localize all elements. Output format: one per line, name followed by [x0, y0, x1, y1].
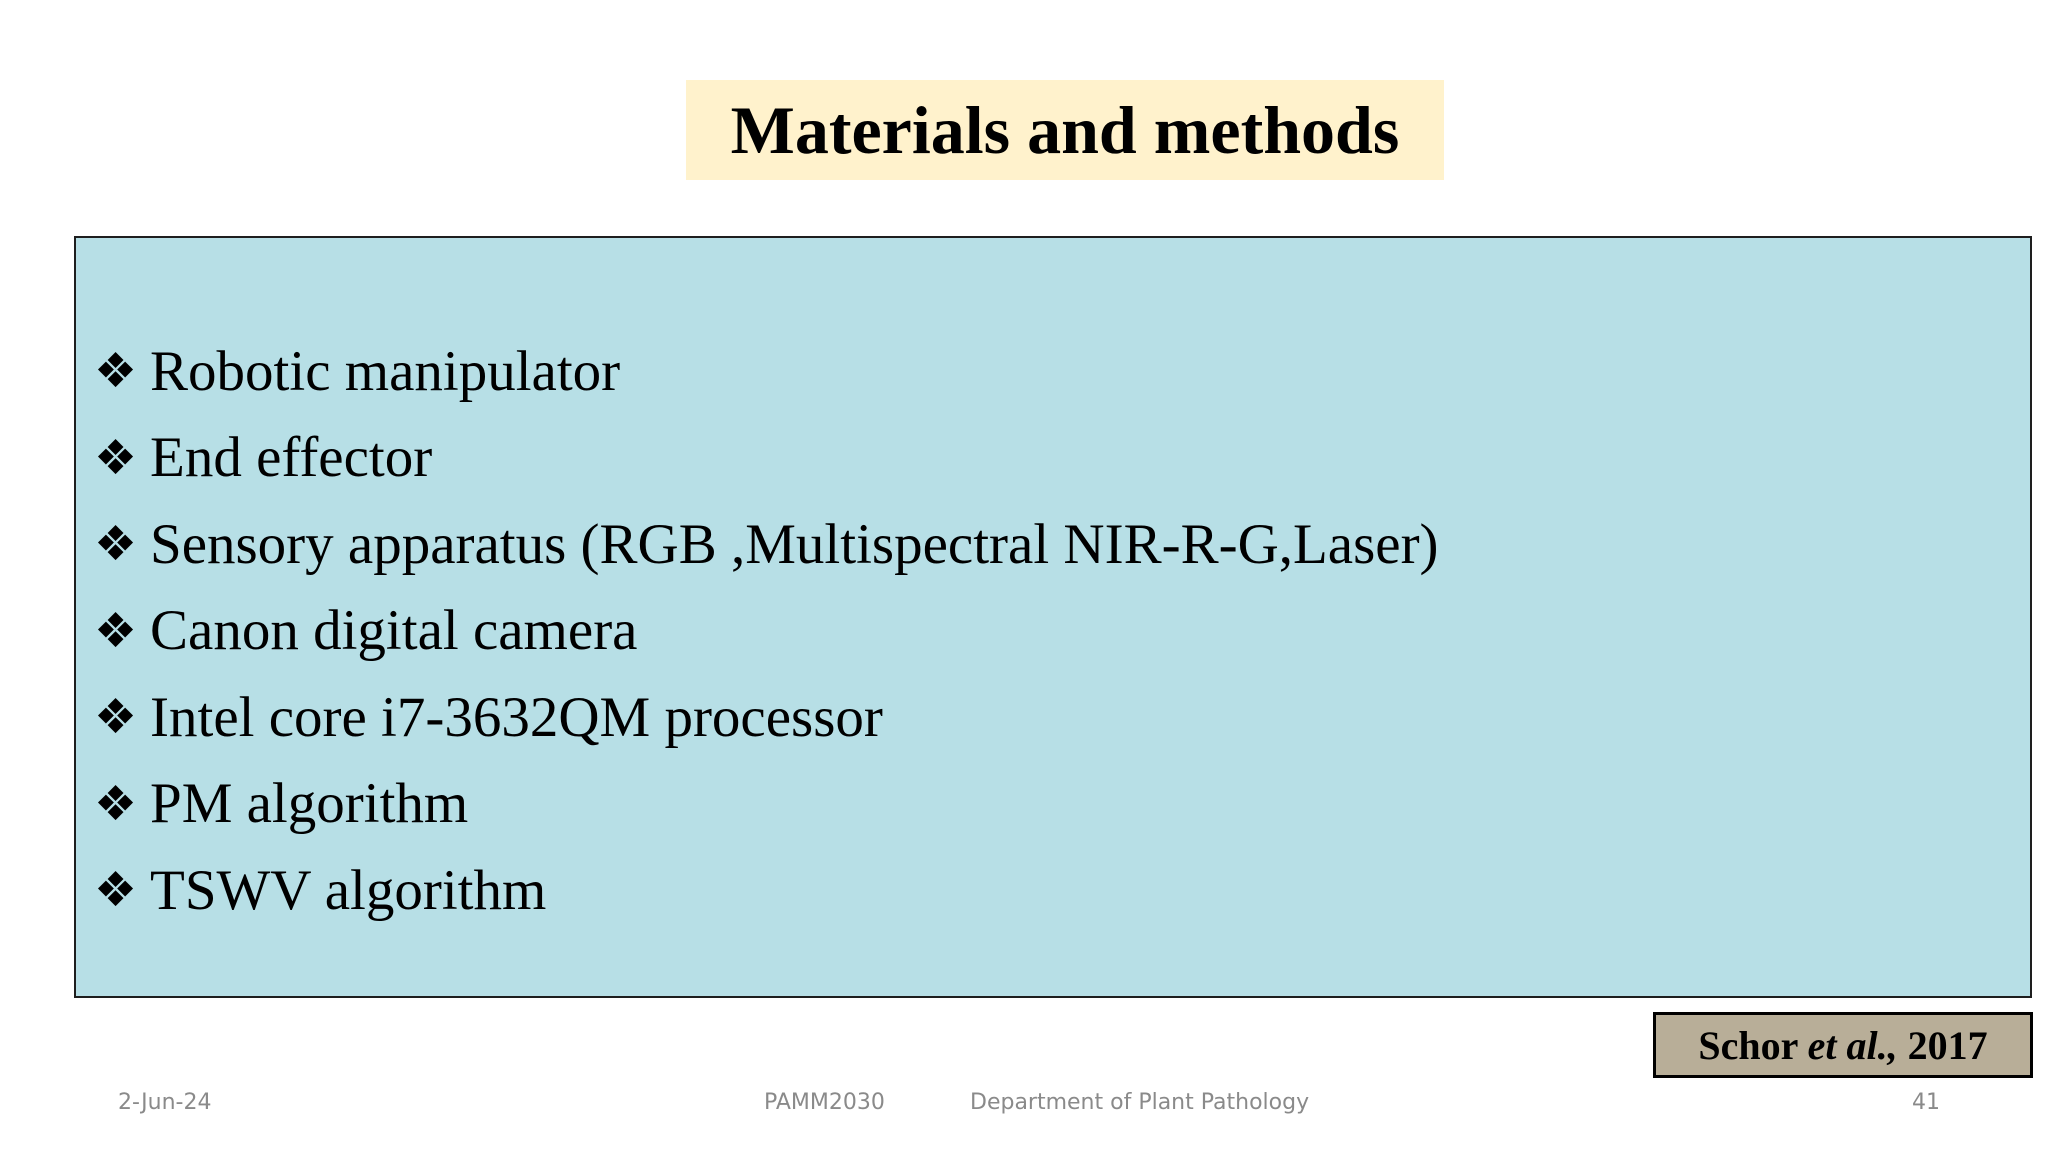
bullet-text: End effector [150, 426, 433, 490]
bullet-text: Canon digital camera [150, 599, 638, 663]
diamond-bullet-icon: ❖ [94, 429, 138, 486]
footer-date: 2-Jun-24 [118, 1090, 212, 1115]
diamond-bullet-icon: ❖ [94, 775, 138, 832]
bullet-item [94, 328, 1439, 415]
bullet-list [94, 328, 1439, 934]
slide-title-box [686, 80, 1444, 180]
citation-etal: et al., [1807, 1022, 1898, 1068]
citation-box [1653, 1012, 2033, 1078]
citation-author: Schor [1698, 1022, 1798, 1068]
citation-year: 2017 [1907, 1022, 1988, 1068]
bullet-item [94, 415, 1439, 502]
slide-title: Materials and methods [730, 91, 1400, 168]
diamond-bullet-icon: ❖ [94, 602, 138, 659]
bullet-item [94, 674, 1439, 761]
footer-page-number: 41 [1912, 1090, 1940, 1115]
footer-department: Department of Plant Pathology [970, 1090, 1310, 1115]
bullet-text: Sensory apparatus (RGB ,Multispectral NIR-R-G,Laser) [150, 512, 1439, 576]
bullet-text: Intel core i7-3632QM processor [150, 685, 883, 749]
bullet-item [94, 761, 1439, 848]
bullet-item [94, 588, 1439, 675]
diamond-bullet-icon: ❖ [94, 516, 138, 573]
diamond-bullet-icon: ❖ [94, 343, 138, 400]
footer-course-code: PAMM2030 [764, 1090, 885, 1115]
diamond-bullet-icon: ❖ [94, 689, 138, 746]
diamond-bullet-icon: ❖ [94, 862, 138, 919]
bullet-text: TSWV algorithm [150, 858, 547, 922]
bullet-text: Robotic manipulator [150, 339, 621, 403]
content-panel [74, 236, 2032, 998]
bullet-item [94, 501, 1439, 588]
bullet-text: PM algorithm [150, 772, 469, 836]
citation [1698, 1022, 1987, 1069]
bullet-item [94, 847, 1439, 934]
